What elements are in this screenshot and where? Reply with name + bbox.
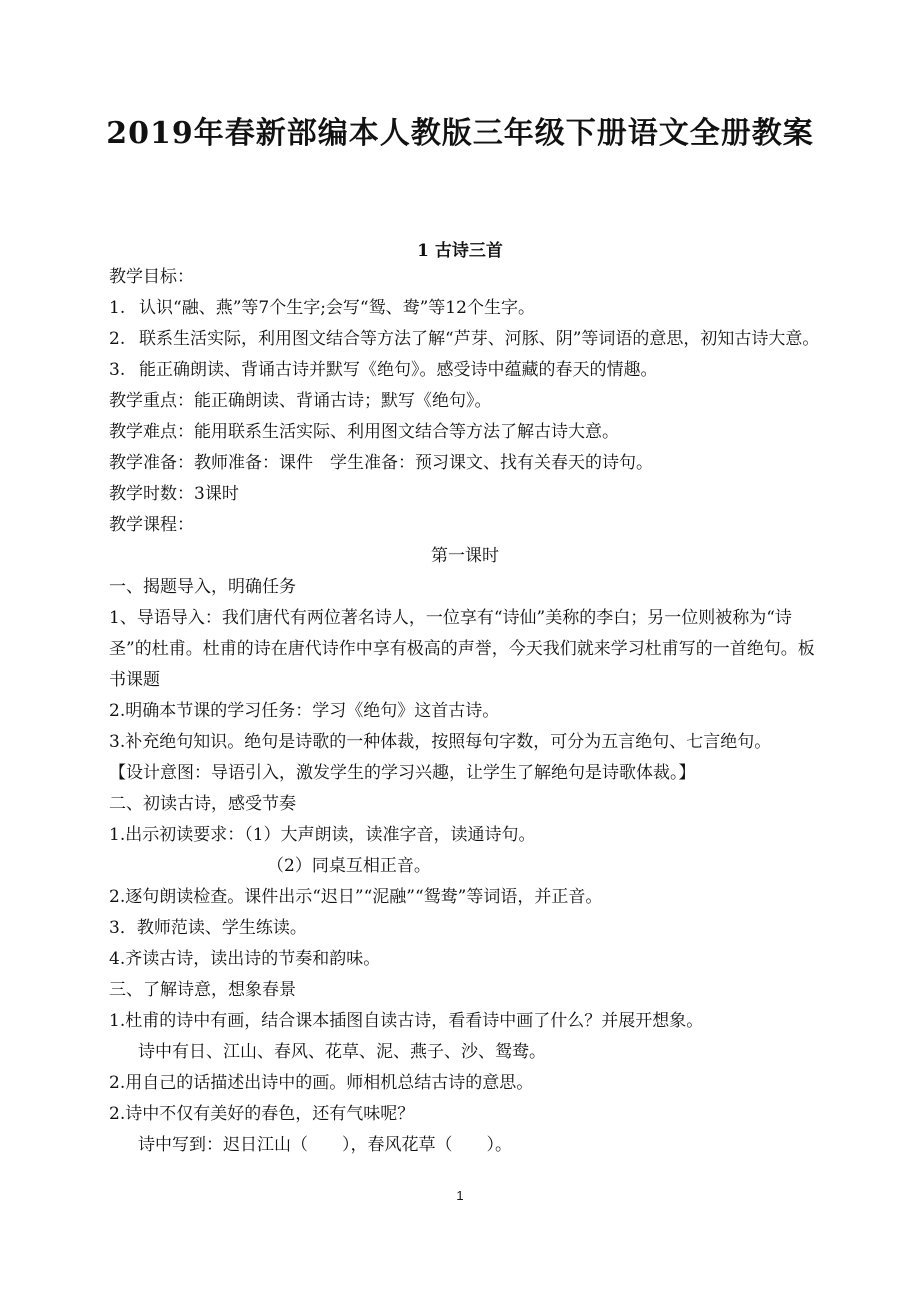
- goal-number: 3.: [109, 360, 126, 380]
- part3-answer: 诗中写到：迟日江山（ ），春风花草（ ）。: [138, 1135, 512, 1155]
- goal-text: 联系生活实际，利用图文结合等方法了解“芦芽、河豚、阴”等词语的意思，初知古诗大意。: [139, 329, 820, 349]
- part3-item: 2.诗中不仅有美好的春色，还有气味呢？: [109, 1104, 415, 1124]
- goal-number: 2.: [109, 329, 126, 349]
- lesson-title: 第一课时: [431, 546, 499, 566]
- part1-item: 2.明确本节课的学习任务：学习《绝句》这首古诗。: [109, 701, 500, 721]
- part1-heading: 一、揭题导入，明确任务: [109, 577, 296, 597]
- teaching-goals-label: 教学目标：: [109, 267, 194, 287]
- part1-item: 3.补充绝句知识。绝句是诗歌的一种体裁，按照每句字数，可分为五言绝句、七言绝句。: [109, 732, 772, 752]
- key-point: 教学重点：能正确朗读、背诵古诗；默写《绝句》。: [109, 391, 492, 411]
- goal-item: [109, 324, 821, 355]
- document-body: [109, 262, 821, 1161]
- goal-text: 认识“融、燕”等7个生字;会写“鸳、鸯”等12个生字。: [139, 298, 535, 318]
- part2-item: 3．教师范读、学生练读。: [109, 918, 307, 938]
- part2-subitem: （2）同桌互相正音。: [267, 856, 431, 876]
- process-label: 教学课程：: [109, 515, 194, 535]
- part2-item: 4.齐读古诗，读出诗的节奏和韵味。: [109, 949, 381, 969]
- part3-item: 2.用自己的话描述出诗中的画。师相机总结古诗的意思。: [109, 1073, 534, 1093]
- preparation: 教学准备：教师准备：课件 学生准备：预习课文、找有关春天的诗句。: [109, 453, 653, 473]
- design-intent: 【设计意图：导语引入，激发学生的学习兴趣，让学生了解绝句是诗歌体裁。】: [109, 763, 696, 783]
- part2-heading: 二、初读古诗，感受节奏: [109, 794, 296, 814]
- part3-heading: 三、了解诗意，想象春景: [109, 980, 296, 1000]
- page-number: 1: [456, 1188, 464, 1203]
- goal-text: 能正确朗读、背诵古诗并默写《绝句》。感受诗中蕴藏的春天的情趣。: [139, 360, 658, 380]
- goal-item: [109, 355, 821, 386]
- part1-item: 1、导语导入：我们唐代有两位著名诗人，一位享有“诗仙”美称的李白；另一位则被称为“诗圣”的杜甫。杜甫的诗在唐代诗作中享有极高的声誉，今天我们就来学习杜甫写的一首绝句。板书课题: [109, 608, 815, 690]
- goal-number: 1.: [109, 298, 126, 318]
- difficulty: 教学难点：能用联系生活实际、利用图文结合等方法了解古诗大意。: [109, 422, 619, 442]
- teaching-hours: 教学时数：3课时: [109, 484, 239, 504]
- part2-item: 2.逐句朗读检查。课件出示“迟日”“泥融”“鸳鸯”等词语，并正音。: [109, 887, 603, 907]
- goal-item: [109, 293, 821, 324]
- part3-answer: 诗中有日、江山、春风、花草、泥、燕子、沙、鸳鸯。: [138, 1042, 546, 1062]
- part2-item: 1.出示初读要求：（1）大声朗读，读准字音，读通诗句。: [109, 825, 536, 845]
- section-title: 1 古诗三首: [417, 241, 503, 261]
- part3-item: 1.杜甫的诗中有画，结合课本插图自读古诗，看看诗中画了什么？并展开想象。: [109, 1011, 704, 1031]
- document-title: 2019年春新部编本人教版三年级下册语文全册教案: [106, 116, 814, 151]
